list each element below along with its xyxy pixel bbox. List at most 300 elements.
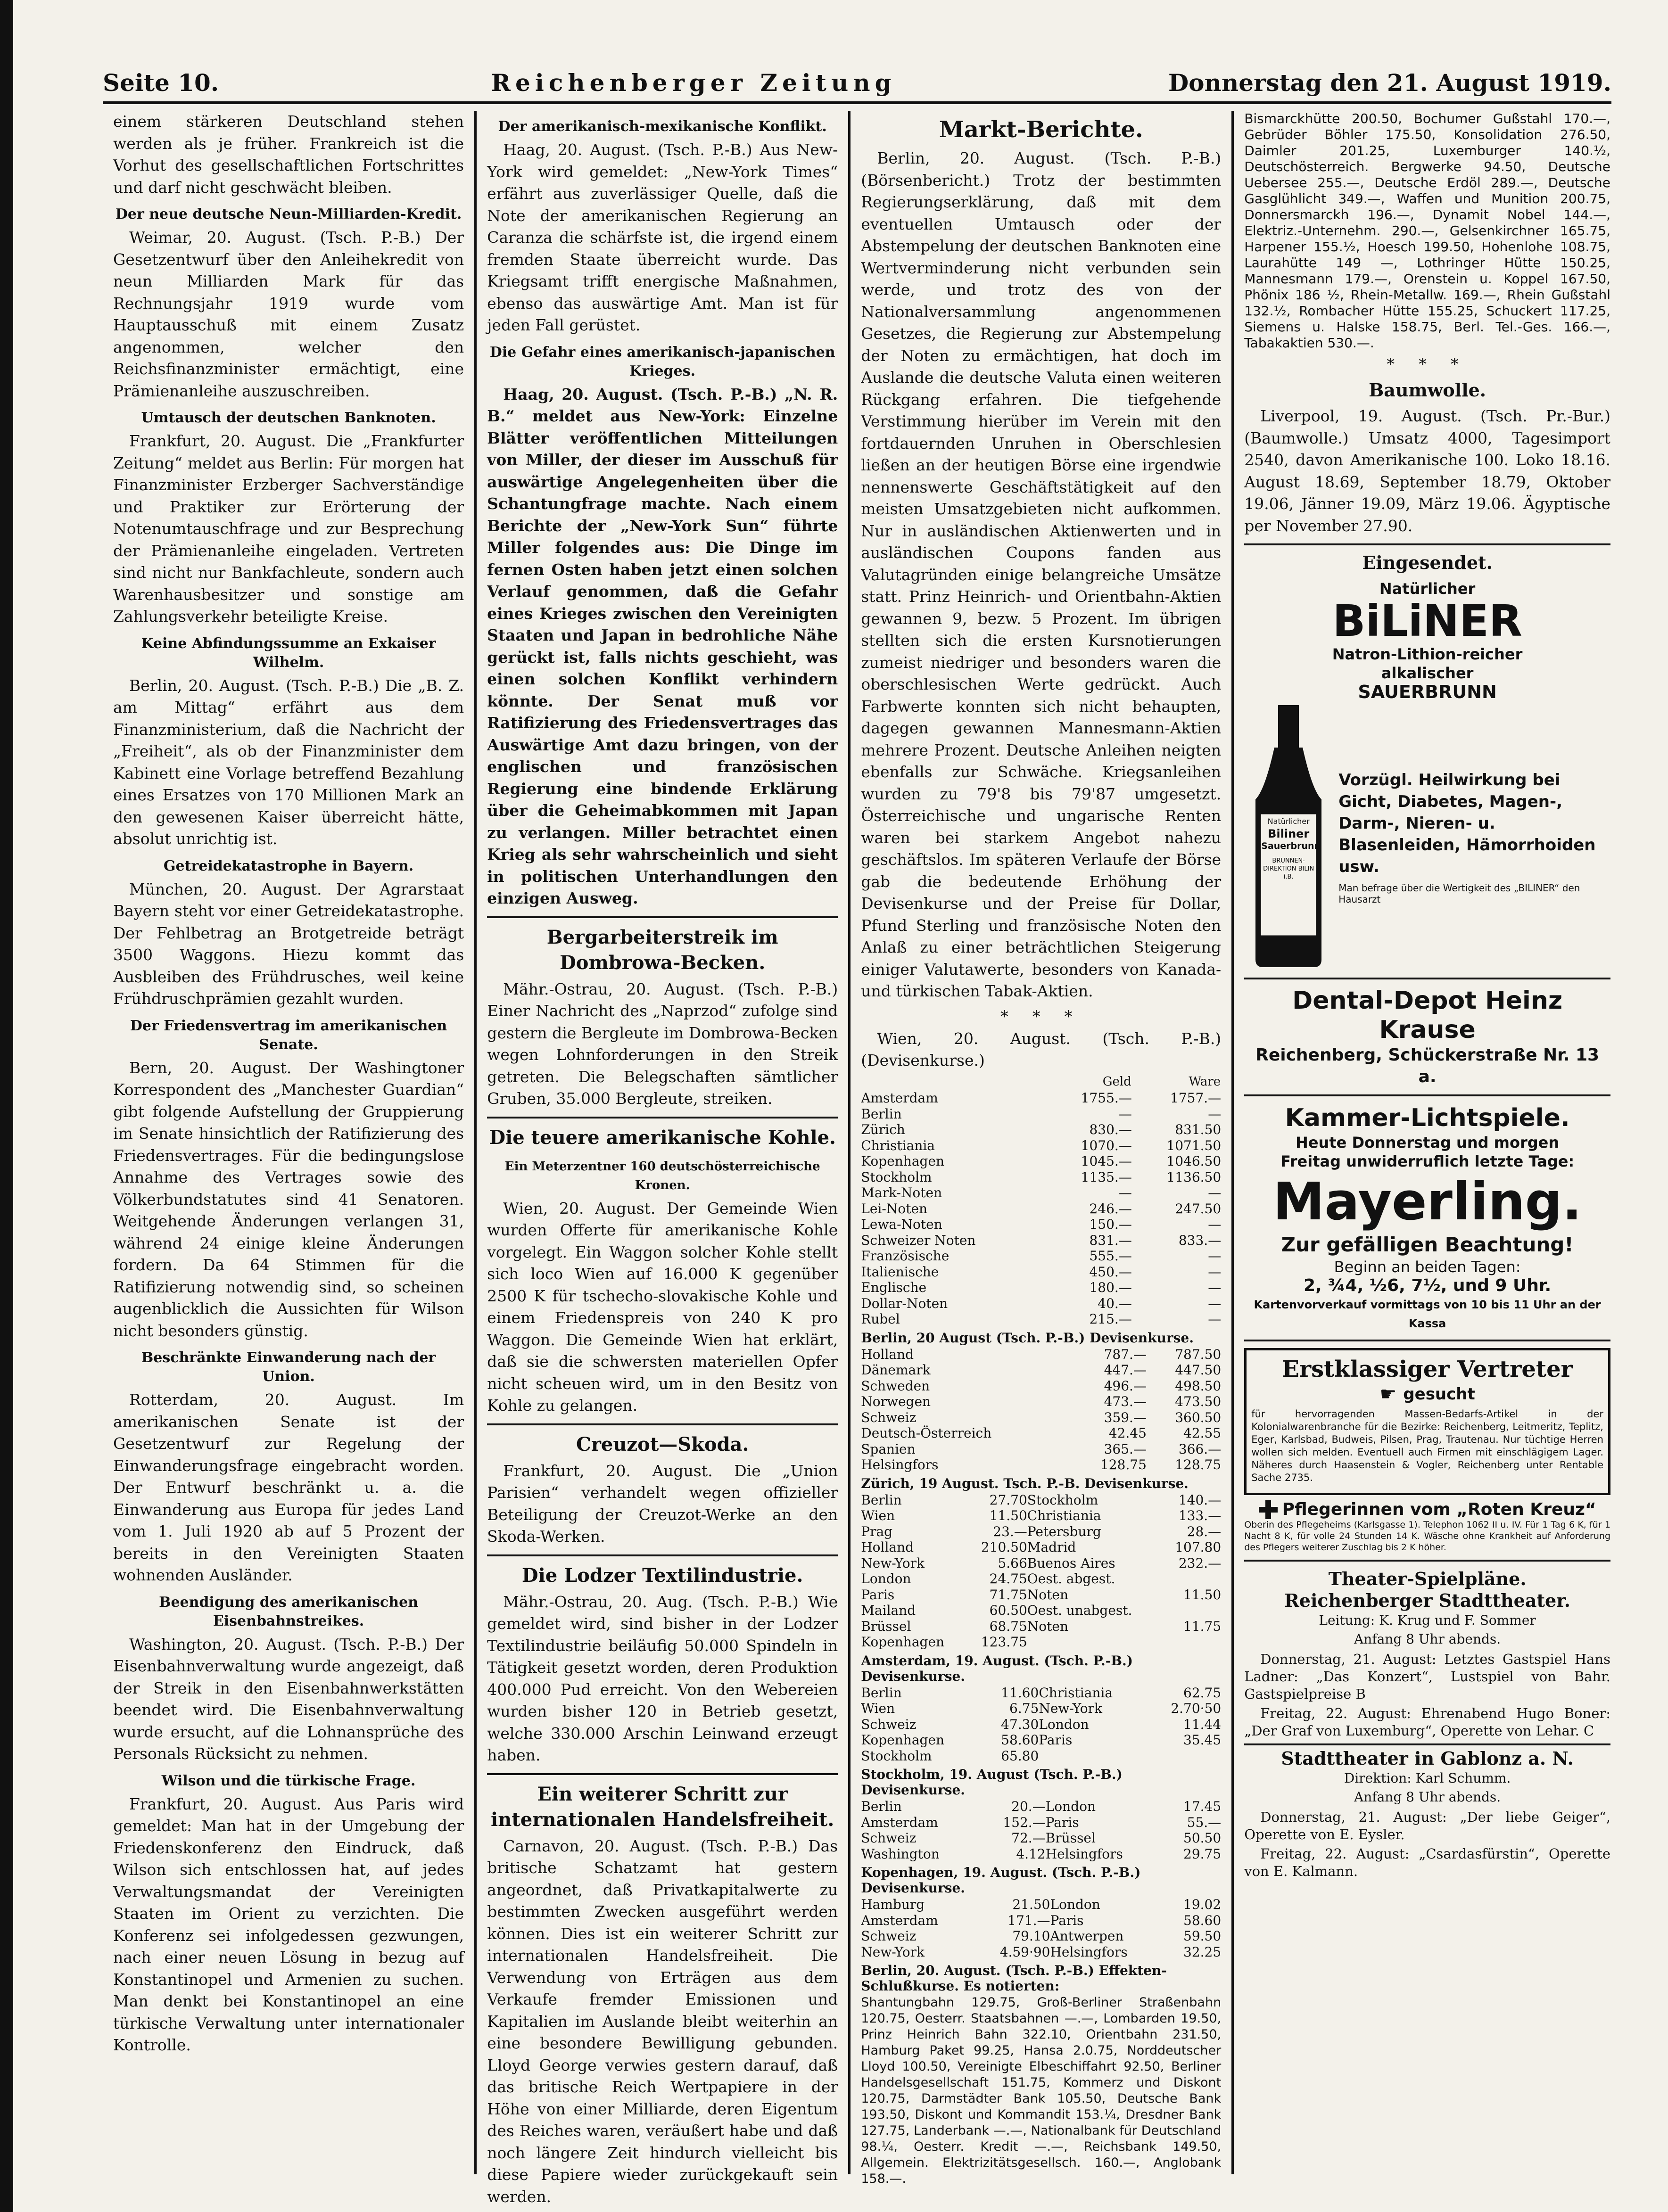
ware-value: 473.50 [1175, 1394, 1222, 1409]
table-row [861, 1201, 1221, 1217]
table-row [861, 1362, 1221, 1378]
rate-value [1162, 1603, 1221, 1619]
ware-value: 1136.50 [1166, 1169, 1222, 1185]
bottle-icon [1246, 705, 1331, 969]
currency-name: Französische [861, 1248, 950, 1264]
currency-name: Dollar-Noten [861, 1295, 948, 1311]
issue-date: Donnerstag den 21. August 1919. [1168, 68, 1611, 97]
geld-value: 246.— [1089, 1201, 1132, 1217]
market-subheading: Amsterdam, 19. August. (Tsch. P.-B.) Devisenkurse. [861, 1653, 1133, 1684]
ad-text: Man befrage über die Wertigkeit des „BILINER“ den Hausarzt [1338, 882, 1580, 905]
table-row [861, 1248, 1221, 1264]
rate-value: 65.80 [1001, 1748, 1039, 1764]
ware-value: — [1208, 1280, 1222, 1295]
geld-value: 830.— [1089, 1122, 1132, 1137]
currency-name: Stockholm [861, 1169, 932, 1185]
section-title: Eingesendet. [1362, 552, 1493, 573]
rate-value: 50.50 [1183, 1830, 1222, 1846]
cotton-report: Liverpool, 19. August. (Tsch. Pr.-Bur.) (Baumwolle.) Umsatz 4000, Tagesimport 2540, davon Amerikanische 100. Loko 18.16. August 18.69, September 18.79, Oktober 19.06, Jänner 19.09, März 19.06. Ägyptische per November 27.90. [1244, 407, 1610, 535]
section-title: Markt-Berichte. [939, 116, 1143, 143]
divider [1244, 1094, 1610, 1096]
article-heading: Ein weiterer Schritt zur internationalen Handelsfreiheit. [491, 1783, 834, 1831]
intro-text: einem stärkeren Deutschland stehen werden als je früher. Frankreich ist die Vorhut des gesellschaftlichen Fortschrittes und darf nicht geschwächt bleiben. [113, 112, 464, 197]
place-name: Christiania [1039, 1685, 1113, 1701]
place-name: Paris [1039, 1732, 1073, 1748]
rate-value: 71.75 [989, 1587, 1027, 1603]
article-text: München, 20. August. Der Agrarstaat Bayern steht vor einer Getreidekatastrophe. Der Fehlbetrag an Brotgetreide beträgt 3500 Waggons. Hiezu kommt das Ausbleiben des Frühdrusches, weil keine Frühdruschprämien gezahlt wurden. [113, 880, 464, 1008]
article-heading: Keine Abfindungssumme an Exkaiser Wilhelm. [141, 635, 436, 671]
ware-value: — [1208, 1217, 1222, 1232]
place-name: Buenos Aires [1027, 1555, 1115, 1571]
ware-value: — [1208, 1106, 1222, 1122]
kino-ad [1244, 1103, 1610, 1333]
table-row [861, 1634, 1221, 1650]
currency-name: Helsingfors [861, 1457, 939, 1472]
table-row [861, 1425, 1221, 1441]
bottle-label-text: Biliner [1268, 827, 1310, 840]
rate-value: 58.60 [1183, 1912, 1222, 1928]
ad-text: gesucht [1403, 1385, 1475, 1404]
place-name: Helsingfors [1050, 1944, 1128, 1960]
place-name: Noten [1027, 1618, 1069, 1634]
place-name: London [861, 1571, 911, 1587]
article-heading: Der Friedensvertrag im amerikanischen Senate. [130, 1017, 447, 1053]
rate-value [1162, 1571, 1221, 1587]
currency-name: Holland [861, 1346, 914, 1362]
place-name: Holland [861, 1539, 914, 1555]
place-name: Berlin [861, 1685, 902, 1701]
dental-ad [1244, 986, 1610, 1088]
currency-name: Norwegen [861, 1394, 931, 1409]
place-name: Berlin [861, 1799, 902, 1814]
divider [487, 1117, 838, 1118]
geld-value: 128.75 [1100, 1457, 1147, 1472]
geld-value: 215.— [1089, 1311, 1132, 1327]
geld-value: 40.— [1098, 1295, 1132, 1311]
rate-value: 2.70·50 [1171, 1701, 1222, 1716]
rate-value: 55.— [1187, 1814, 1222, 1830]
rate-value: 4.12 [1016, 1846, 1046, 1862]
place-name: Schweiz [861, 1830, 917, 1846]
place-name: London [1050, 1897, 1100, 1912]
place-name: Berlin [861, 1492, 902, 1508]
table-row [861, 1539, 1221, 1555]
film-title: Mayerling. [1273, 1171, 1582, 1232]
divider [487, 1554, 838, 1556]
table-row [861, 1441, 1221, 1457]
rate-value: 133.— [1178, 1508, 1222, 1523]
table-row [861, 1233, 1221, 1249]
ad-text: Reichenberg, Schückerstraße Nr. 13 a. [1255, 1045, 1600, 1086]
table-row [861, 1944, 1221, 1960]
hand-pointer-icon: ☛ [1379, 1383, 1397, 1405]
column-4 [1234, 111, 1621, 2174]
geld-value: 1045.— [1081, 1153, 1132, 1169]
page-header [103, 64, 1611, 104]
ware-value: 42.55 [1183, 1425, 1222, 1441]
rate-value: 60.50 [989, 1603, 1027, 1618]
table-row [861, 1815, 1221, 1831]
article-heading: Wilson und die türkische Frage. [161, 1772, 416, 1789]
rate-value [1162, 1634, 1221, 1650]
currency-name: Mark-Noten [861, 1185, 942, 1201]
table-row [861, 1913, 1221, 1929]
article-text: Frankfurt, 20. August. Die „Union Parisien“ verhandelt wegen offizieller Beteiligung der Creuzot-Werke an den Skoda-Werken. [487, 1461, 838, 1546]
zurich-devisen-table [861, 1492, 1221, 1650]
table-row [861, 1169, 1221, 1185]
article-text: Mähr.-Ostrau, 20. August. (Tsch. P.-B.) Einer Nachricht des „Naprzod“ zufolge sind gestern die Bergleute im Dombrowa-Becken wegen Lohnforderungen in den Streik getreten. Die Belegschaften sämtlicher Gruben, 35.000 Bergleute, streiken. [487, 979, 838, 1108]
place-name: Stockholm [1027, 1492, 1098, 1508]
columns [103, 111, 1621, 2206]
divider [1244, 1743, 1610, 1745]
rate-value: 11.50 [989, 1508, 1027, 1523]
currency-name: Christiania [861, 1137, 935, 1153]
table-row [861, 1378, 1221, 1394]
rate-value: 21.50 [1012, 1897, 1050, 1912]
theater-direction: Direktion: Karl Schumm. [1344, 1770, 1511, 1786]
article-heading: Beschränkte Einwanderung nach der Union. [141, 1349, 436, 1385]
table-row [861, 1830, 1221, 1846]
rate-value: 232.— [1178, 1555, 1222, 1571]
rate-value: 4.59·90 [999, 1944, 1050, 1960]
theater-program: Donnerstag, 21. August: Letztes Gastspiel Hans Ladner: „Das Konzert“, Lustspiel von Bahr. Gastspielpreise B [1244, 1651, 1610, 1702]
place-name: Prag [861, 1523, 893, 1539]
section-title: Baumwolle. [1369, 379, 1486, 401]
ware-value: 1071.50 [1166, 1137, 1222, 1153]
table-row [861, 1311, 1221, 1327]
rate-value: 210.50 [981, 1539, 1027, 1555]
ware-value: 833.— [1178, 1232, 1222, 1248]
bottle-label-text: Sauerbrunn [1261, 841, 1321, 851]
vertreter-ad [1244, 1348, 1610, 1495]
market-subheading: Zürich, 19 August. Tsch. P.-B. Devisenkurse. [861, 1475, 1189, 1491]
theater-program: Freitag, 22. August: Ehrenabend Hugo Boner: „Der Graf von Luxemburg“, Operette von Lehar. C [1244, 1705, 1610, 1739]
article-text: Frankfurt, 20. August. Die „Frankfurter Zeitung“ meldet aus Berlin: Für morgen hat Finanzminister Erzberger Sachverständige und Praktiker zur Erörterung der Notenumtauschfrage und zur Besprechung der Prämienanleihe eingeladen. Vertreten sind nicht nur Bankfachleute, sondern auch Warenhausbesitzer und sonstige am Zahlungsverkehr beteiligte Kreise. [113, 432, 464, 625]
rate-value: 28.— [1187, 1523, 1222, 1539]
bottle-label-text: Natürlicher [1267, 817, 1310, 826]
ware-value: — [1208, 1264, 1222, 1280]
table-row [861, 1394, 1221, 1410]
currency-name: Spanien [861, 1441, 916, 1457]
biliner-logo: BiLiNER [1332, 596, 1522, 646]
berlin-devisen-table [861, 1347, 1221, 1473]
table-row [861, 1296, 1221, 1312]
ad-text: Freitag unwiderruflich letzte Tage: [1280, 1152, 1575, 1170]
rate-value: 107.80 [1175, 1539, 1222, 1555]
table-row [861, 1138, 1221, 1154]
place-name: Amsterdam [861, 1912, 938, 1928]
theater-program: Donnerstag, 21. August: „Der liebe Geiger“, Operette von E. Eysler. [1244, 1809, 1610, 1842]
section-title: Theater-Spielpläne. [1328, 1568, 1527, 1589]
ad-text: Dental-Depot Heinz Krause [1292, 987, 1563, 1044]
article-heading: Beendigung des amerikanischen Eisenbahnstreikes. [159, 1594, 419, 1629]
geld-value: 359.— [1104, 1409, 1147, 1425]
article-heading: Getreidekatastrophe in Bayern. [163, 857, 414, 874]
currency-name: Schweiz [861, 1409, 917, 1425]
rate-value: 27.70 [989, 1492, 1027, 1508]
currency-name: Italienische [861, 1264, 939, 1280]
theater-title: Reichenberger Stadttheater. [1284, 1590, 1570, 1611]
theater-title: Stadttheater in Gablonz a. N. [1281, 1748, 1574, 1769]
place-name: Christiania [1027, 1508, 1101, 1523]
ware-value: 787.50 [1175, 1346, 1222, 1362]
ware-value: 360.50 [1175, 1409, 1222, 1425]
ad-text: Natron-Lithion-reicher [1332, 645, 1523, 663]
pflege-ad [1244, 1500, 1610, 1553]
place-name: Paris [861, 1587, 895, 1603]
currency-name: Zürich [861, 1122, 905, 1137]
market-intro: Wien, 20. August. (Tsch. P.-B.) (Devisenkurse.) [861, 1029, 1222, 1069]
article-text: Carnavon, 20. August. (Tsch. P.-B.) Das britische Schatzamt hat gestern angeordnet, daß Privatkapitalwerte zu bestimmten Zwecken ausgeführt werden können. Dies ist ein weiterer Schritt zur internationalen Handelsfreiheit. Die Verwendung von Erträgen aus dem Verkaufe fremder Emissionen und Kapitalien im Auslande bleibt weiterhin an eine besondere Bewilligung gebunden. Lloyd George verwies gestern darauf, daß das britische Reich Wertpapiere in der Höhe von einer Milliarde, deren Eigentum des Reiches waren, veräußert habe und daß noch längere Zeit hindurch vielleicht bis diese Papiere wieder zurückgekauft sein werden. [487, 1836, 838, 2206]
currency-name: Amsterdam [861, 1090, 938, 1106]
separator-stars: * * * [1387, 355, 1468, 374]
geld-value: 496.— [1104, 1378, 1147, 1394]
rate-value: 11.75 [1183, 1618, 1222, 1634]
article-heading: Der amerikanisch-mexikanische Konflikt. [498, 118, 827, 135]
table-row [861, 1603, 1221, 1619]
rate-value: 58.60 [1001, 1732, 1039, 1748]
divider [1244, 543, 1610, 545]
place-name: Helsingfors [1045, 1846, 1123, 1862]
article-text: Washington, 20. August. (Tsch. P.-B.) Der Eisenbahnverwaltung wurde angezeigt, daß der Streik in den Eisenbahnwerkstätten beendet wird. Die Eisenbahnverwaltung wurde ersucht, auf die Lohnansprüche des Personals Rücksicht zu nehmen. [113, 1635, 464, 1763]
market-report: Berlin, 20. August. (Tsch. P.-B.) (Börsenbericht.) Trotz der bestimmten Regierungserklärung, daß mit dem eventuellen Umtausch oder der Abstempelung der deutschen Banknoten eine Wertverminderung nicht verbunden sein werde, und trotz des von der Nationalversammlung angenommenen Gesetzes, die Regierung zur Abstempelung der Noten zu ermächtigen, hat doch im Auslande die deutsche Valuta einen weiteren Rückgang erfahren. Die tiefgehende Verstimmung hierüber im Verein mit den fortdauernden Unruhen in Oberschlesien ließen an der heutigen Börse eine irgendwie nennenswerte Geschäftstätigkeit auf den meisten Umsatzgebieten nicht aufkommen. Nur in ausländischen Aktienwerten und in ausländischen Coupons fanden aus Valutagründen einige belangreiche Umsätze statt. Prinz Heinrich- und Orientbahn-Aktien gewannen 9, bezw. 5 Prozent. Im übrigen stellten sich die ersten Kursnotierungen zumeist niedriger und besonders waren die oberschlesischen Werte gedrückt. Auch Farbwerte konnten sich nicht behaupten, dagegen gewannen Mannesmann-Aktien mehrere Prozent. Deutsche Anleihen neigten ebenfalls zur Schwäche. Kriegsanleihen wurden zu 79'8 bis 79'87 umgesetzt. Österreichische und ungarische Renten waren bei starkem Angebot nahezu geschäftslos. Im späteren Verlaufe der Börse gab die bedeutende Erhöhung der Devisenkurse und der Preise für Dollar, Pfund Sterling und französische Noten den Anlaß zu einer beträchtlichen Steigerung einiger Valutawerte, besonders von Kanada- und türkischen Tabak-Aktien. [861, 149, 1222, 1000]
place-name: Noten [1027, 1587, 1069, 1603]
red-cross-icon [1259, 1500, 1278, 1519]
geld-value: 447.— [1104, 1362, 1147, 1378]
table-row [861, 1799, 1221, 1815]
geld-value: 42.45 [1108, 1425, 1147, 1441]
place-name: Mailand [861, 1603, 916, 1618]
rate-value: 68.75 [989, 1618, 1027, 1634]
table-row [861, 1508, 1221, 1524]
ad-text: Erstklassiger Vertreter [1282, 1356, 1573, 1382]
stockholm-devisen-table [861, 1799, 1221, 1862]
currency-name: Englische [861, 1280, 927, 1295]
place-name: New-York [861, 1555, 925, 1571]
ware-value: 831.50 [1175, 1122, 1222, 1137]
currency-name: Dänemark [861, 1362, 931, 1378]
stock-quotes: Bismarckhütte 200.50, Bochumer Gußstahl 170.—, Gebrüder Böhler 175.50, Konsolidation 276.50, Daimler 201.25, Luxemburger 140.½, Deutschösterreich. Bergwerke 94.50, Deutsche Uebersee 255.—, Deutsche Erdöl 289.—, Deutsche Gasglühlicht 349.—, Waffen und Munition 200.75, Donnersmarckh 196.—, Dynamit Nobel 144.—, Elektriz.-Unternehm. 290.—, Gelsenkirchner 165.75, Harpener 155.½, Hoesch 199.50, Hohenlohe 108.75, Laurahütte 149 —, Lothringer Hütte 150.25, Mannesmann 179.—, Orenstein u. Koppel 167.50, Phönix 186 ½, Rhein-Metallw. 169.—, Rhein Gußstahl 132.½, Rombacher Hütte 155.25, Schuckert 117.25, Siemens u. Halske 158.75, Berl. Tel.-Ges. 166.—, Tabakaktien 530.—. [1244, 111, 1610, 351]
place-name: Schweiz [861, 1716, 917, 1732]
rate-value: 11.44 [1183, 1716, 1222, 1732]
ad-text: Natürlicher [1379, 580, 1476, 598]
currency-name: Berlin [861, 1106, 902, 1122]
place-name: Brüssel [1045, 1830, 1096, 1846]
geld-value: 1070.— [1081, 1137, 1132, 1153]
table-row [861, 1717, 1221, 1733]
place-name: Stockholm [861, 1748, 932, 1764]
geld-value: 1135.— [1081, 1169, 1132, 1185]
page-number: Seite 10. [103, 68, 219, 97]
table-row [861, 1090, 1221, 1106]
column-3 [851, 111, 1234, 2186]
article-heading: Der neue deutsche Neun-Milliarden-Kredit. [115, 206, 462, 222]
rate-value: 11.50 [1183, 1587, 1222, 1603]
divider [487, 916, 838, 918]
column-2 [477, 111, 851, 2206]
market-subheading: Kopenhagen, 19. August. (Tsch. P.-B.) Devisenkurse. [861, 1865, 1141, 1896]
newspaper-title: Reichenberger Zeitung [491, 68, 896, 97]
ad-text: 2, ¾4, ½6, 7½, und 9 Uhr. [1304, 1276, 1552, 1295]
rate-value: 72.— [1011, 1830, 1046, 1846]
article-text: Rotterdam, 20. August. Im amerikanischen Senate ist der Gesetzentwurf zur Regelung der Einwanderungsfrage eingebracht worden. Der Entwurf beschränkt u. a. die Einwanderung aus Europa für jedes Land vom 1. Juli 1920 ab auf 5 Prozent der bereits in den Vereinigten Staaten wohnenden Ausländer. [113, 1390, 464, 1584]
article-text: Mähr.-Ostrau, 20. Aug. (Tsch. P.-B.) Wie gemeldet wird, sind bisher in der Lodzer Textilindustrie beiläufig 50.000 Spindeln in Tätigkeit gesetzt worden, deren Produktion 400.000 Pud erreicht. Von den Webereien wurden bisher 120 in Betrieb gesetzt, welche 330.000 Arschin Leinwand erzeugt haben. [487, 1592, 838, 1764]
ware-value: — [1208, 1185, 1222, 1201]
article-text: Wien, 20. August. Der Gemeinde Wien wurden Offerte für amerikanische Kohle vorgelegt. Ein Waggon solcher Kohle stellt sich loco Wien auf 16.000 K gegenüber 2500 K für tschecho-slovakische Kohle und einem Friedenspreis von 240 K pro Waggon. Die Gemeinde Wien hat erklärt, daß sie die schwersten materiellen Opfer nicht scheuen wird, um in den Besitz von Kohle zu gelangen. [487, 1199, 838, 1414]
currency-name: Rubel [861, 1311, 900, 1327]
column-1 [103, 111, 477, 2174]
rate-value: 32.25 [1183, 1944, 1222, 1960]
geld-value: 180.— [1089, 1280, 1132, 1295]
rate-value: 47.30 [1001, 1716, 1039, 1732]
ad-text: für hervorragenden Massen-Bedarfs-Artikel in der Kolonialwarenbranche für die Bezirke: Reichenberg, Leitmeritz, Teplitz, Eger, Karlsbad, Budweis, Pilsen, Prag, Trautenau. Nur tüchtige Herren wollen sich melden. Eventuell auch Firmen mit einschlägigem Lager. Näheres durch Haasenstein & Vogler, Reichenberg unter Rentable Sache 2735. [1251, 1408, 1603, 1483]
table-row [861, 1555, 1221, 1571]
ad-text: SAUERBRUNN [1358, 682, 1497, 702]
geld-value: 555.— [1089, 1248, 1132, 1264]
rate-value: 79.10 [1012, 1928, 1050, 1944]
rate-value: 5.66 [998, 1555, 1027, 1571]
ware-value: 366.— [1178, 1441, 1222, 1457]
table-row [861, 1457, 1221, 1473]
article-heading: Die Lodzer Textilindustrie. [521, 1564, 803, 1587]
divider [1244, 1560, 1610, 1562]
article-text: Frankfurt, 20. August. Aus Paris wird gemeldet: Man hat in der Umgebung der Friedenskonferenz den Eindruck, daß Wilson sich entschlossen hat, auf jedes Verwaltungsmandat der Vereinigten Staaten im Orient zu verzichten. Die Konferenz sei infolgedessen gezwungen, nach einer neuen Lösung in bezug auf Konstantinopel und Armenien zu suchen. Man denkt bei Konstantinopel an eine türkische Verwaltung unter internationaler Kontrolle. [113, 1794, 464, 2054]
place-name: Kopenhagen [861, 1634, 945, 1650]
place-name: Hamburg [861, 1897, 925, 1912]
market-subheading: Berlin, 20 August (Tsch. P.-B.) Devisenkurse. [861, 1330, 1194, 1346]
table-row [861, 1897, 1221, 1913]
place-name: Oest. unabgest. [1027, 1603, 1132, 1618]
currency-name: Deutsch-Österreich [861, 1425, 992, 1441]
article-subheading: Ein Meterzentner 160 deutschösterreichische Kronen. [504, 1159, 820, 1192]
table-row [861, 1571, 1221, 1587]
ad-text: Pflegerinnen vom „Roten Kreuz“ [1282, 1500, 1596, 1519]
rate-value: 171.— [1007, 1912, 1050, 1928]
ware-value: — [1208, 1248, 1222, 1264]
rate-value: 17.45 [1183, 1799, 1222, 1814]
geld-value: 150.— [1089, 1217, 1132, 1232]
ad-text: Kartenvorverkauf vormittags von 10 bis 11 Uhr an der Kassa [1254, 1298, 1601, 1330]
table-row [861, 1928, 1221, 1944]
article-text: Weimar, 20. August. (Tsch. P.-B.) Der Gesetzentwurf über den Anleihekredit von neun Milliarden Mark für das Rechnungsjahr 1919 wurde vom Hauptausschuß mit einem Zusatz angenommen, welcher den Reichsfinanzminister ermächtigt, eine Prämienanleihe auszuschreiben. [113, 228, 464, 400]
article-heading: Die teuere amerikanische Kohle. [489, 1126, 836, 1149]
ad-text: Zur gefälligen Beachtung! [1281, 1233, 1574, 1256]
place-name: Paris [1050, 1912, 1084, 1928]
rate-value: 140.— [1178, 1492, 1222, 1508]
ad-text: Kammer-Lichtspiele. [1285, 1104, 1570, 1132]
table-row [861, 1748, 1221, 1764]
ad-text: Beginn an beiden Tagen: [1334, 1258, 1521, 1276]
place-name: Brüssel [861, 1618, 911, 1634]
ware-value: 1757.— [1170, 1090, 1222, 1106]
table-row [861, 1280, 1221, 1296]
table-row [861, 1732, 1221, 1748]
column-header: Ware [1189, 1074, 1221, 1089]
rate-value: 29.75 [1183, 1846, 1222, 1862]
geld-value: — [1118, 1185, 1132, 1201]
ware-value: — [1208, 1295, 1222, 1311]
place-name: Amsterdam [861, 1814, 938, 1830]
divider [487, 1423, 838, 1425]
place-name: Antwerpen [1050, 1928, 1124, 1944]
geld-value: 473.— [1104, 1394, 1147, 1409]
theater-start: Anfang 8 Uhr abends. [1354, 1789, 1501, 1805]
column-header: Geld [1102, 1074, 1131, 1089]
table-row [861, 1153, 1221, 1169]
rate-value: 24.75 [989, 1571, 1027, 1587]
divider [1244, 978, 1610, 979]
table-row [861, 1185, 1221, 1201]
place-name: Wien [861, 1508, 895, 1523]
table-row [861, 1524, 1221, 1540]
geld-value: 787.— [1104, 1346, 1147, 1362]
table-row [861, 1264, 1221, 1280]
article-text: Haag, 20. August. (Tsch. P.-B.) Aus New-York wird gemeldet: „New-York Times“ erfährt aus zuverlässiger Quelle, daß die Note der amerikanischen Regierung an Caranza die schärfste ist, die irgend einem fremden Staate überreicht wurde. Das Kriegsamt trifft energische Maßnahmen, ebenso das auswärtige Amt. Man ist für jeden Fall gerüstet. [487, 140, 838, 334]
place-name: Madrid [1027, 1539, 1076, 1555]
geld-value: 365.— [1104, 1441, 1147, 1457]
place-name: Wien [861, 1701, 895, 1716]
currency-name: Kopenhagen [861, 1153, 945, 1169]
rate-value: 6.75 [1009, 1701, 1039, 1716]
place-name: New-York [1039, 1701, 1103, 1716]
place-name: Kopenhagen [861, 1732, 945, 1748]
place-name: Washington [861, 1846, 940, 1862]
ware-value: — [1208, 1311, 1222, 1327]
theater-program: Freitag, 22. August: „Csardasfürstin“, Operette von E. Kalmann. [1244, 1846, 1610, 1879]
amsterdam-devisen-table [861, 1685, 1221, 1764]
theater-start: Anfang 8 Uhr abends. [1354, 1631, 1501, 1647]
place-name: Schweiz [861, 1928, 917, 1944]
article-text: Haag, 20. August. (Tsch. P.-B.) „N. R. B.“ meldet aus New-York: Einzelne Blätter veröffentlichen Mitteilungen von Miller, der dieser im Ausschuß für auswärtige Angelegenheiten über die Schantungfrage machte. Nach einem Berichte der „New-York Sun“ führte Miller folgendes aus: Die Dinge im fernen Osten haben jetzt einen solchen Verlauf genommen, daß die Gefahr eines Krieges zwischen den Vereinigten Staaten und Japan in bedrohliche Nähe gerückt ist, falls nichts geschieht, was einen solchen Konflikt verhindern könnte. Der Senat muß vor Ratifizierung des Friedensvertrages das Auswärtige Amt dazu bringen, von der englischen und französischen Regierung eine bindende Erklärung über die Geheimabkommen mit Japan zu verlangen. Miller betrachtet einen Krieg als sehr wahrscheinlich und sieht in politischen Unterhandlungen den einzigen Ausweg. [487, 385, 838, 907]
ad-text: Heute Donnerstag und morgen [1296, 1134, 1560, 1151]
rate-value: 62.75 [1183, 1685, 1222, 1701]
geld-value: — [1118, 1106, 1132, 1122]
article-text: Bern, 20. August. Der Washingtoner Korrespondent des „Manchester Guardian“ gibt folgende Aufstellung der Gruppierung im Senate hinsichtlich der Ratifizierung des Friedensvertrages. Für die bedingungslose Annahme des Vertrages sowie des Völkerbundstatutes sind 41 Senatoren. Weitgehende Änderungen verlangen 31, während 24 einige kleine Änderungen fordern. Da 64 Stimmen für die Ratifizierung notwendig sind, so scheinen augenblicklich die Aussichten für Wilson nicht besonders günstig. [113, 1058, 464, 1340]
currency-name: Schweden [861, 1378, 930, 1394]
divider [487, 1773, 838, 1775]
table-row [861, 1846, 1221, 1862]
table-row [861, 1122, 1221, 1138]
market-subheading: Berlin, 20. August. (Tsch. P.-B.) Effekten-Schlußkurse. Es notierten: [861, 1963, 1167, 1994]
ad-text: Vorzügl. Heilwirkung bei Gicht, Diabetes, Magen-, Darm-, Nieren- u. Blasenleiden, Hämorrhoiden usw. [1338, 771, 1596, 876]
separator-stars: * * * [1000, 1007, 1082, 1026]
rate-value [1147, 1748, 1221, 1764]
table-row [861, 1347, 1221, 1363]
rate-value: 19.02 [1183, 1897, 1222, 1912]
geld-value: 831.— [1089, 1232, 1132, 1248]
market-subheading: Stockholm, 19. August (Tsch. P.-B.) Devisenkurse. [861, 1767, 1123, 1798]
kopenhagen-devisen-table [861, 1897, 1221, 1960]
rate-value: 123.75 [981, 1634, 1027, 1650]
table-row [861, 1217, 1221, 1233]
article-heading: Die Gefahr eines amerikanisch-japanischen Krieges. [489, 344, 835, 379]
ad-text: alkalischer [1381, 664, 1474, 682]
bottle-label-text: BRUNNEN-DIREKTION BILIN i.B. [1263, 857, 1314, 880]
ad-text: Oberin des Pflegeheims (Karlsgasse 1). Telephon 1062 II u. IV. Für 1 Tag 6 K, für 1 Nacht 8 K, für volle 24 Stunden 14 K. Wäsche ohne Krankheit auf Anforderung des Pflegers weiterer Zuschlag bis 2 K höher. [1244, 1520, 1610, 1553]
article-heading: Umtausch der deutschen Banknoten. [141, 410, 436, 426]
effekten-text: Shantungbahn 129.75, Groß-Berliner Straßenbahn 120.75, Oesterr. Staatsbahnen —.—, Lombarden 19.50, Prinz Heinrich Bahn 322.10, Orientbahn 231.50, Hamburg Paket 99.25, Hansa 2.0.75, Norddeutscher Lloyd 100.50, Vereinigte Elbeschiffahrt 92.50, Berliner Handelsgesellschaft 151.75, Kommerz und Diskont 120.75, Darmstädter Bank 105.50, Deutsche Bank 193.50, Diskont und Kommandit 153.¼, Dresdner Bank 127.75, Landerbank —.—, Nationalbank für Deutschland 98.¼, Oesterr. Kredit —.—, Reichsbank 149.50, Allgemein. Elektrizitätsgesellsch. 160.—, Anglobank 158.—. [861, 1995, 1222, 2186]
article-text: Berlin, 20. August. (Tsch. P.-B.) Die „B. Z. am Mittag“ erfährt aus dem Finanzministerium, daß die Nachricht der „Freiheit“, als ob der Finanzminister dem Kabinett eine Vorlage betreffend Bezahlung eines Ersatzes von 170 Millionen Mark an den gewesenen Kaiser überreicht hätte, absolut unrichtig ist. [113, 676, 464, 848]
geld-value: 1755.— [1081, 1090, 1132, 1106]
currency-name: Schweizer Noten [861, 1232, 976, 1248]
rate-value: 20.— [1011, 1799, 1046, 1814]
table-row [861, 1587, 1221, 1603]
rate-value: 11.60 [1001, 1685, 1039, 1701]
place-name: Petersburg [1027, 1523, 1101, 1539]
wien-devisen-table [861, 1074, 1221, 1327]
place-name: London [1039, 1716, 1089, 1732]
rate-value: 23.— [993, 1523, 1027, 1539]
